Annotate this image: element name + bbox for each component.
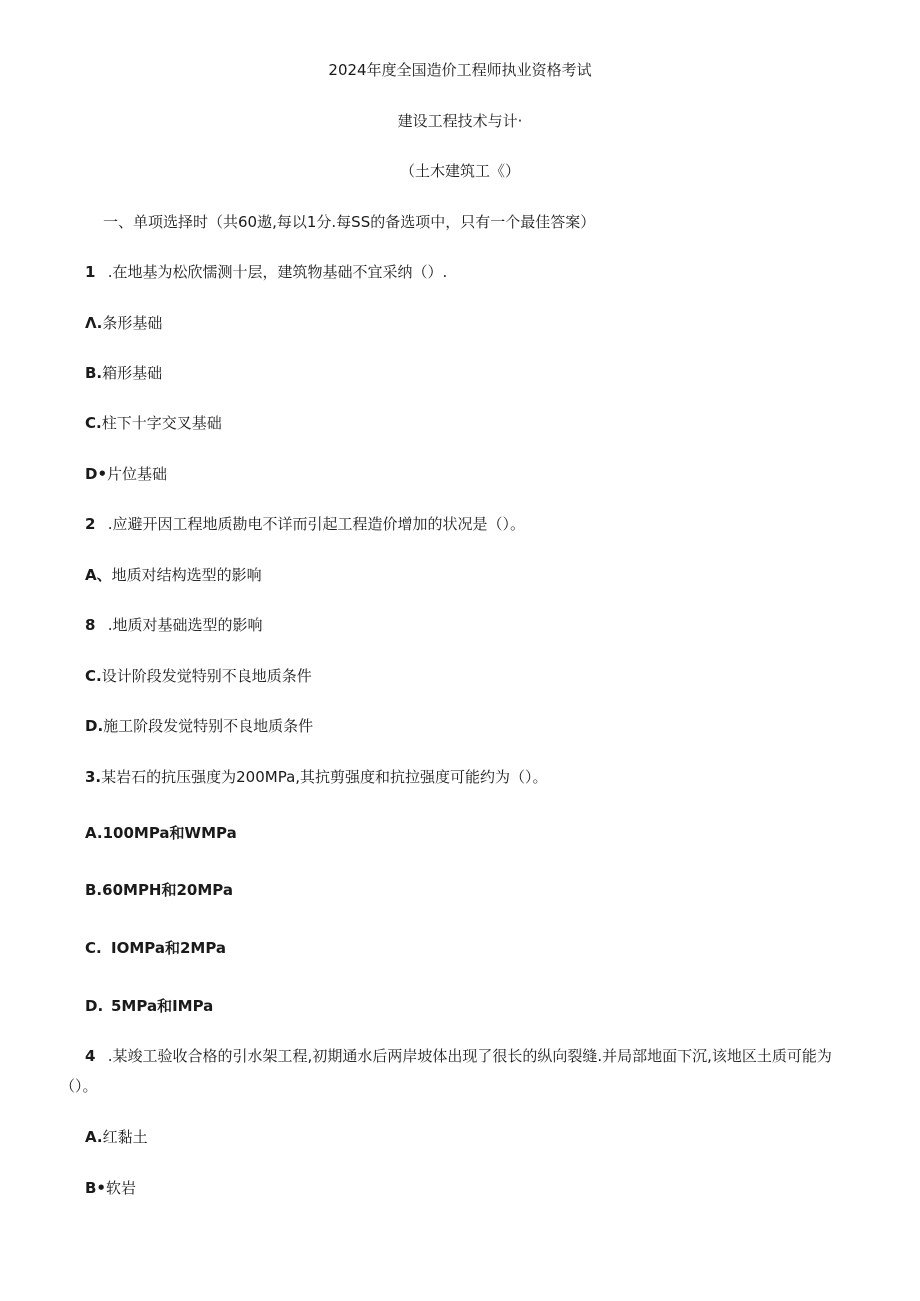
option-text: 100MPa和WMPa	[102, 824, 237, 842]
q1-option-b	[85, 363, 162, 383]
option-label: B.	[85, 364, 103, 382]
option-label: D.	[85, 717, 104, 735]
question-3	[85, 767, 548, 787]
q1-option-d	[85, 464, 167, 484]
q2-option-d	[85, 716, 313, 736]
option-text: 片位基础	[107, 465, 168, 483]
q3-option-c	[85, 938, 226, 958]
exam-subject: （土木建筑工《）	[399, 162, 520, 180]
option-text: 条形基础	[102, 314, 163, 332]
exam-subtitle: 建设工程技术与计·	[397, 112, 523, 130]
option-label: C.	[85, 667, 102, 685]
option-label: A.	[85, 824, 103, 842]
option-label: 8	[85, 616, 96, 634]
option-text: 设计阶段发觉特别不良地质条件	[101, 667, 312, 685]
question-number: 3.	[85, 768, 102, 786]
option-text: 施工阶段发觉特别不良地质条件	[103, 717, 314, 735]
q1-option-c	[85, 413, 222, 433]
q1-option-a	[85, 313, 162, 333]
option-label: A、	[85, 566, 112, 584]
q2-option-a	[85, 565, 262, 585]
option-label: D•	[85, 465, 108, 483]
question-2	[85, 514, 525, 534]
option-label: Λ.	[85, 314, 103, 332]
option-text: IOMPa和2MPa	[111, 939, 227, 957]
question-stem: .应避开因工程地质勘电不详而引起工程造价增加的状况是（）。	[107, 515, 526, 533]
q4-option-a	[85, 1127, 148, 1147]
question-stem: .在地基为松欣懦测十层，建筑物基础不宜采纳（）.	[107, 263, 448, 281]
q2-option-c	[85, 666, 312, 686]
question-number: 1	[85, 263, 96, 281]
option-text: 5MPa和IMPa	[111, 997, 214, 1015]
question-number: 2	[85, 515, 96, 533]
question-number: 4	[85, 1047, 96, 1065]
option-label: A.	[85, 1128, 103, 1146]
section-heading: 一、单项选择时（共60遨,每以1分.每SS的备选项中，只有一个最佳答案）	[103, 213, 596, 231]
option-label: B.	[85, 881, 103, 899]
question-stem: .某竣工验收合格的引水架工程,初期通水后两岸坡体出现了很长的纵向裂缝.并局部地面下沉,该地区土质可能为	[107, 1047, 832, 1065]
option-label: C.	[85, 414, 102, 432]
option-label: C.	[85, 939, 102, 957]
exam-title: 2024年度全国造价工程师执业资格考试	[328, 61, 592, 79]
option-text: 红黏土	[102, 1128, 148, 1146]
q3-option-b	[85, 880, 233, 900]
option-label: D.	[85, 997, 104, 1015]
q3-option-a	[85, 823, 237, 843]
question-stem: 某岩石的抗压强度为200MPa,其抗剪强度和抗拉强度可能约为（）。	[101, 768, 548, 786]
q2-option-b	[85, 615, 263, 635]
option-text: 60MPH和20MPa	[102, 881, 234, 899]
question-4-continuation: （）。	[60, 1077, 98, 1095]
option-label: B•	[85, 1179, 107, 1197]
q4-option-b	[85, 1178, 136, 1198]
option-text: 箱形基础	[102, 364, 163, 382]
q3-option-d	[85, 996, 213, 1016]
option-text: 柱下十字交叉基础	[101, 414, 222, 432]
question-1	[85, 262, 447, 282]
option-text: 软岩	[106, 1179, 137, 1197]
option-text: 地质对结构选型的影响	[111, 566, 262, 584]
question-4	[85, 1046, 832, 1066]
option-text: .地质对基础选型的影响	[107, 616, 263, 634]
